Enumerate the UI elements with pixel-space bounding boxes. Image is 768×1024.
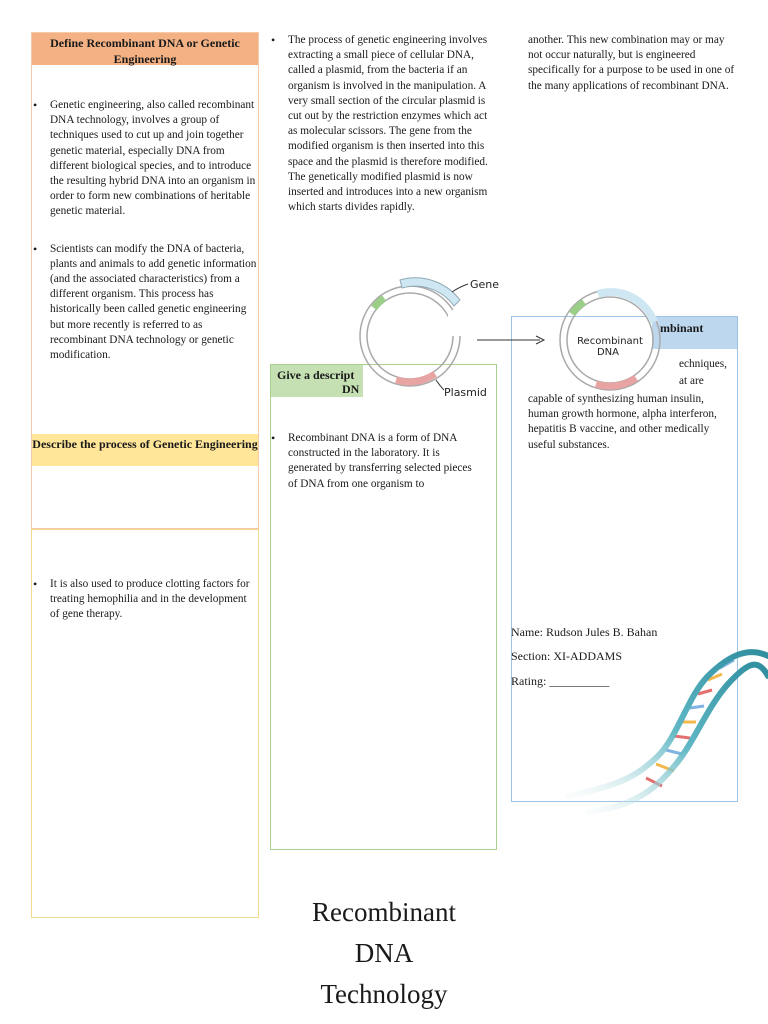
continuation-text: another. This new combination may or may not occur naturally, but is engineered specifically for a purpose to be used in one of the many applications of recombinant DNA.	[528, 34, 735, 92]
plasmid-original	[360, 286, 462, 386]
heading-applications-text: mbinant	[660, 321, 704, 335]
gene-pointer	[452, 284, 468, 292]
title-line-2: DNA	[354, 938, 414, 968]
label-recombinant: Recombinant	[577, 336, 643, 347]
title-line-1: Recombinant	[312, 897, 456, 927]
applications-partial-1: echniques,	[679, 358, 727, 370]
recombinant-bullets	[270, 431, 484, 492]
use-bullets	[32, 577, 258, 623]
dna-helix-image	[558, 636, 768, 816]
bullet-scientists: • Scientists can modify the DNA of bacteria, plants and animals to add genetic information (and the associated characteristics) from a different organism. This process has historically been called genetic engineering but more recently is referred to as recombinant DNA technology or genetic modification.	[32, 242, 258, 364]
dna-rungs	[646, 660, 734, 786]
student-name: Name: Rudson Jules B. Bahan	[511, 625, 658, 639]
bullet-clotting-factors: • It is also used to produce clotting factors for treating hemophilia and in the development of gene therapy.	[32, 577, 258, 623]
label-gene: Gene	[470, 278, 500, 291]
gene-fragment	[400, 278, 460, 306]
bullet-genetic-engineering: • Genetic engineering, also called recombinant DNA technology, involves a group of techniques used to cut up and join together genetic material, especially DNA from different biological species, and to introduce the resulting hybrid DNA into an organism in order to form new combinations of heritable genetic material.	[32, 98, 258, 220]
heading-give-line2: DN	[342, 382, 360, 396]
title-line-3: Technology	[320, 979, 448, 1009]
dna-strand-b	[588, 665, 768, 812]
bullet-recombinant: • Recombinant DNA is a form of DNA constructed in the laboratory. It is generated by transferring selected pieces of DNA from one organism to	[270, 431, 484, 492]
applications-text: capable of synthesizing human insulin, human growth hormone, alpha interferon, hepatitis B vaccine, and other medically useful substances.	[528, 393, 717, 451]
label-dna: DNA	[596, 347, 620, 358]
brochure-title	[270, 892, 498, 1015]
plasmid-recombinant	[560, 290, 660, 390]
plasmid-pointer	[436, 380, 444, 390]
heading-give-line1: Give a descript	[277, 368, 355, 382]
define-bullets	[32, 98, 258, 363]
student-section: Section: XI-ADDAMS	[511, 649, 622, 663]
bullet-process: • The process of genetic engineering involves extracting a small piece of cellular DNA, called a plasmid, from the bacteria if an organism is involved in the manipulation. A very small section of the circular plasmid is cut out by the restriction enzymes which act as molecular scissors. The gene from the modified organism is then inserted into this space and the plasmid is therefore modified. The genetically modified plasmid is now inserted and introduces into a new organism which starts divides rapidly.	[270, 33, 492, 215]
heading-define: Define Recombinant DNA or Genetic Engineering	[32, 33, 258, 65]
heading-process: Describe the process of Genetic Engineering	[32, 434, 258, 466]
label-plasmid: Plasmid	[444, 386, 487, 399]
student-rating: Rating: __________	[511, 674, 610, 688]
process-bullets	[270, 33, 492, 215]
plasmid-diagram	[340, 270, 740, 400]
applications-partial-2: at are	[679, 375, 704, 387]
